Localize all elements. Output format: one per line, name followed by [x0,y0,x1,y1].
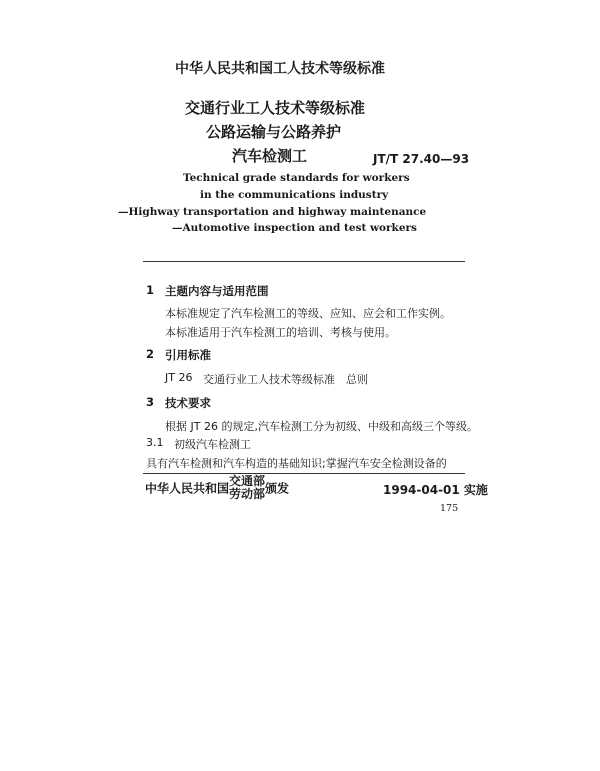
section-1-number: 1 [146,283,155,297]
section-1-paragraph-1: 本标准规定了汽车检测工的等级、应知、应会和工作实例。 [165,307,451,320]
section-3-1-heading: 初级汽车检测工 [174,438,251,451]
implementation-date: 1994-04-01 实施 [383,483,488,497]
header-divider [143,261,465,262]
section-3-heading: 技术要求 [165,396,211,410]
issuer-departments [229,475,265,501]
standard-title-line3: 汽车检测工 [232,147,308,165]
issuer-ministry-transport: 交通部 [229,474,266,488]
english-title-line1: Technical grade standards for workers [183,172,410,184]
series-title: 中华人民共和国工人技术等级标准 [175,61,385,77]
standard-title-line2: 公路运输与公路养护 [206,123,342,141]
section-3-1-number: 3.1 [146,436,164,449]
issuer-ministry-labour: 劳动部 [229,487,266,501]
section-2-heading: 引用标准 [165,348,211,362]
english-title-line2: in the communications industry [200,189,389,201]
english-title-line4: —Automotive inspection and test workers [172,222,417,234]
footer-divider [143,473,465,474]
english-title-line3: —Highway transportation and highway maintenance [118,206,427,218]
section-3-1-paragraph-1: 具有汽车检测和汽车构造的基础知识;掌握汽车安全检测设备的 [146,457,447,470]
page-number: 175 [440,503,459,514]
section-1-heading: 主题内容与适用范围 [165,284,269,298]
issuer-suffix: 颁发 [265,481,290,496]
section-3-paragraph-1: 根据 JT 26 的规定,汽车检测工分为初级、中级和高级三个等级。 [165,420,478,433]
issuing-authority [145,475,289,501]
issuer-prefix: 中华人民共和国 [145,481,230,496]
section-2-reference-title: 交通行业工人技术等级标准 总则 [203,373,368,386]
section-2-number: 2 [146,347,155,361]
standard-code: JT/T 27.40—93 [373,152,470,166]
section-3-number: 3 [146,395,155,409]
section-2-reference-code: JT 26 [165,371,193,384]
section-1-paragraph-2: 本标准适用于汽车检测工的培训、考核与使用。 [165,326,396,339]
standard-title-line1: 交通行业工人技术等级标准 [185,99,366,117]
